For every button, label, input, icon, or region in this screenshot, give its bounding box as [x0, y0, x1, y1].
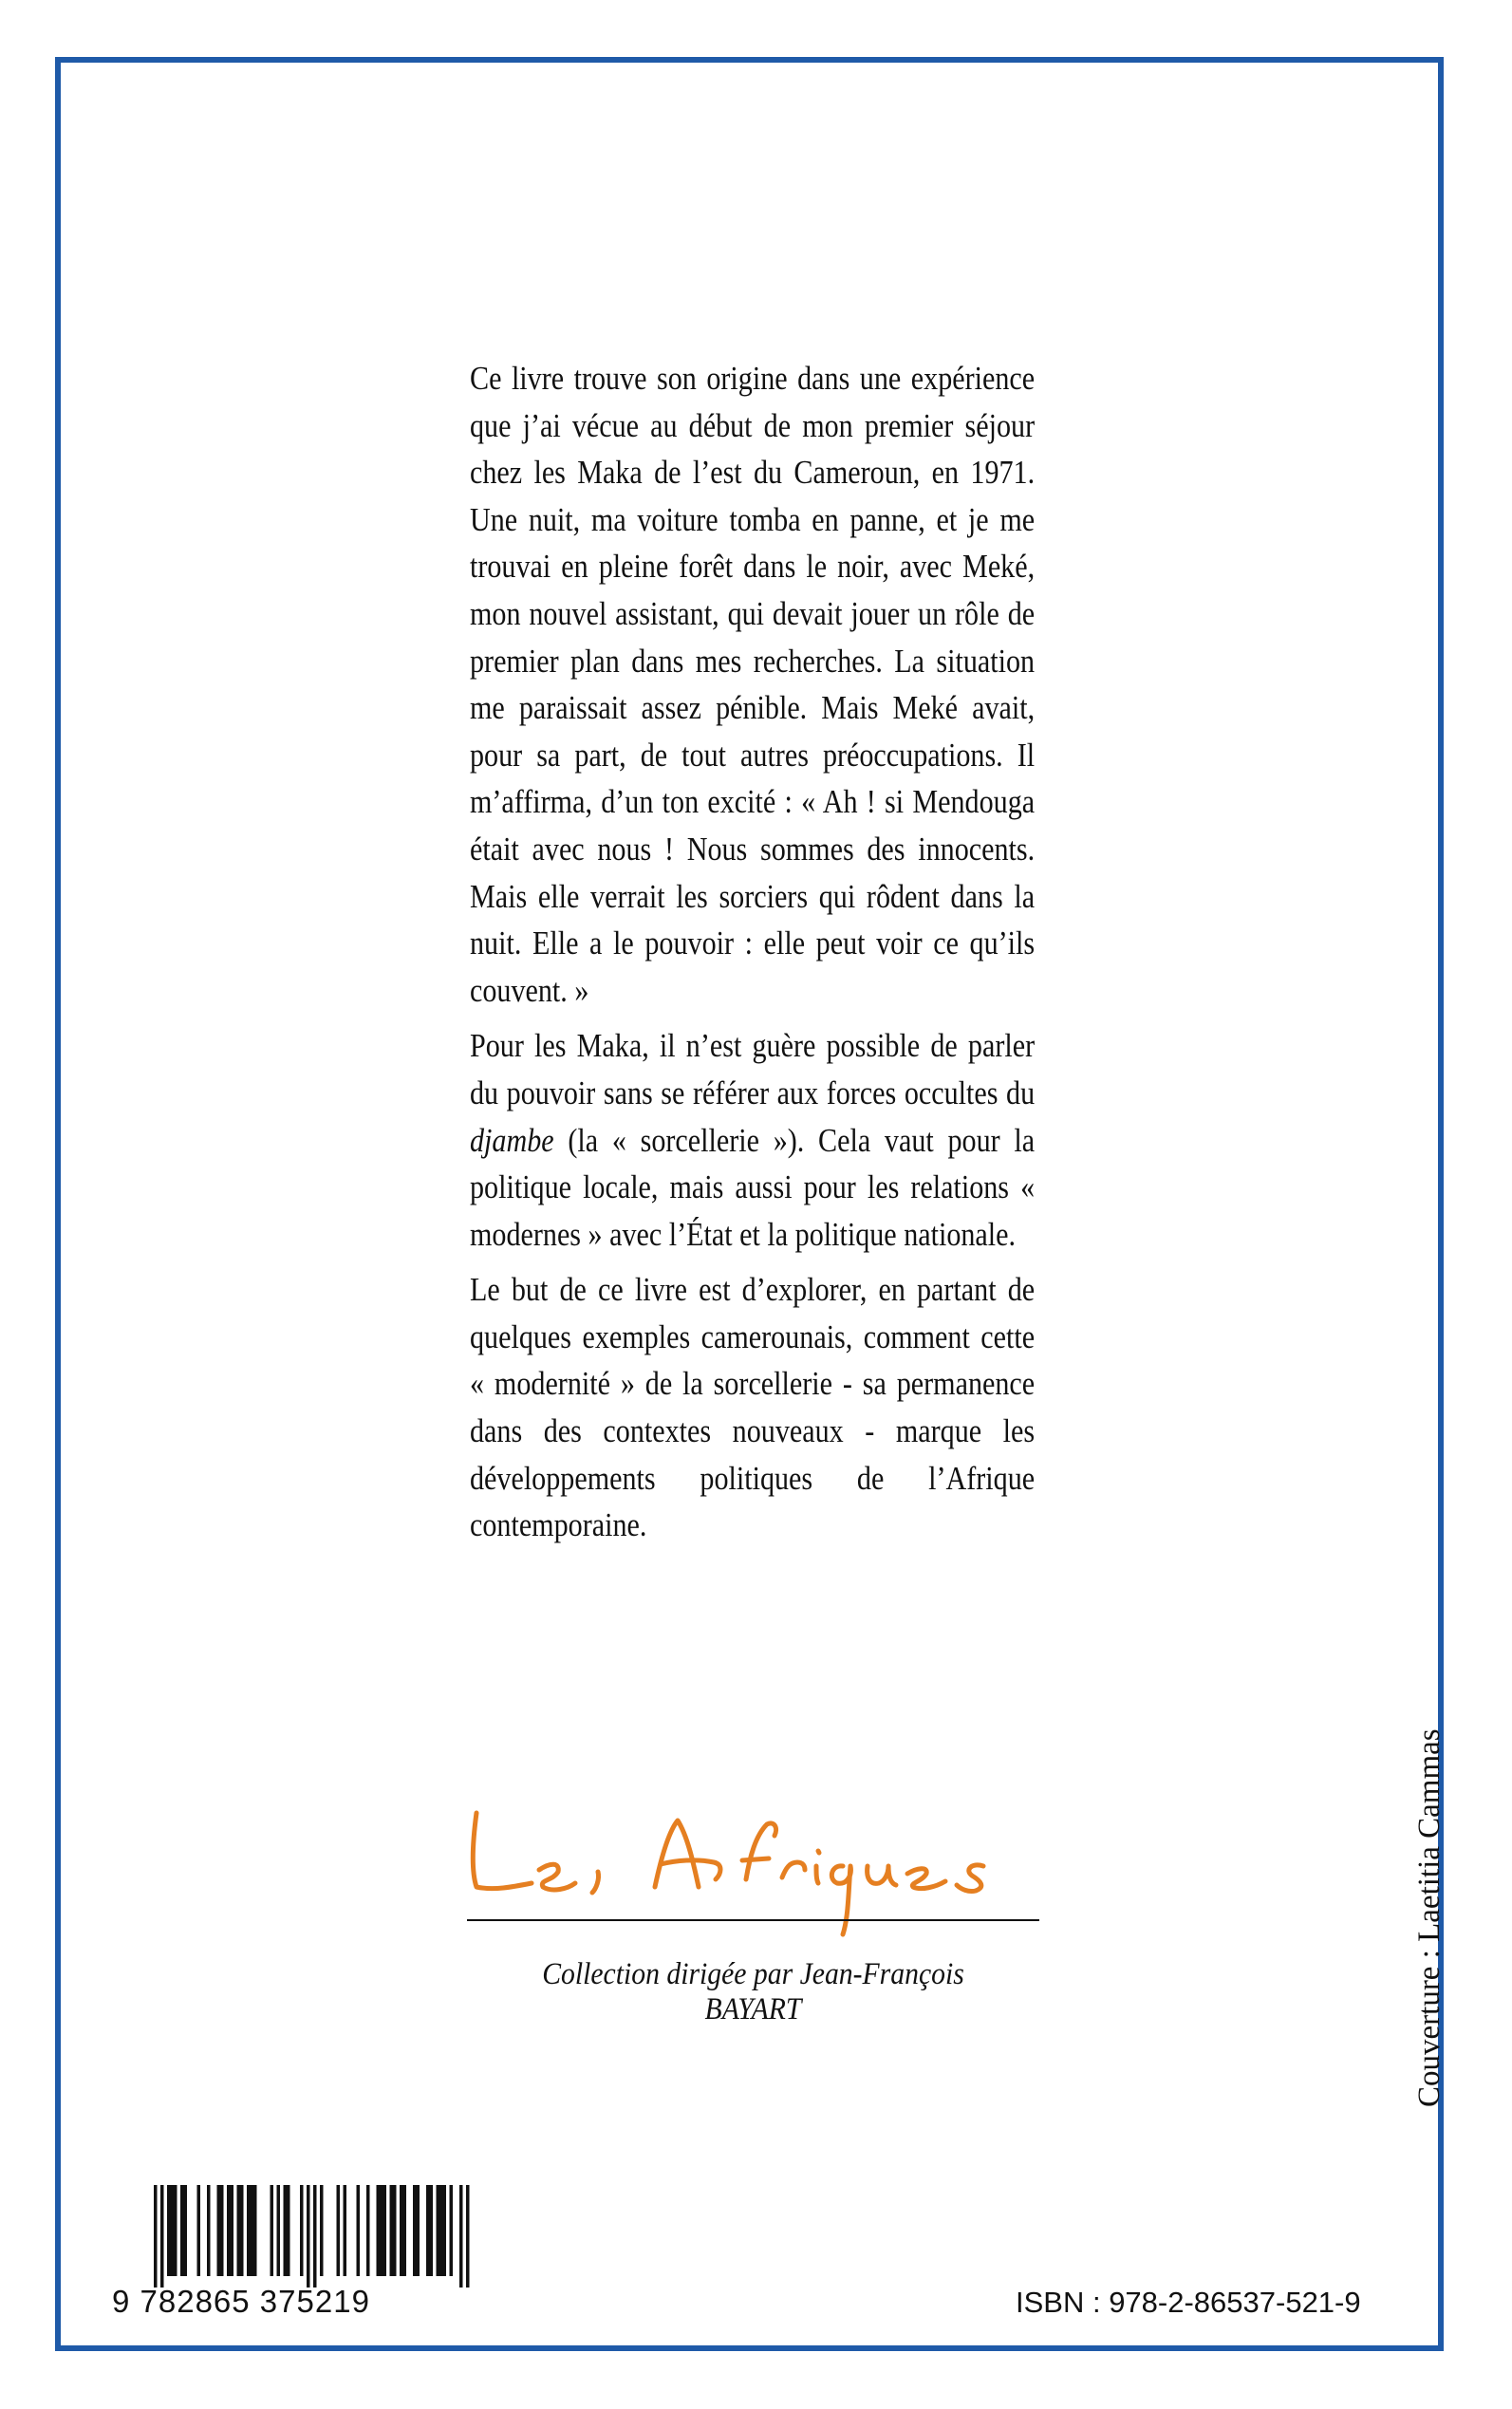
barcode-bar: [450, 2185, 454, 2276]
barcode-bar: [439, 2185, 443, 2276]
barcode-bar: [430, 2185, 434, 2276]
blurb-paragraph-2-end: (la « sorcellerie »). Cela vaut pour la politique locale, mais aussi pour les relations « modernes » avec l’État et la politique nationale.: [470, 1121, 1036, 1253]
blurb-paragraph-1: Ce livre trouve son origine dans une expérience que j’ai vécue au début de mon premier séjour chez les Maka de l’est du Cameroun, en 1971. Une nuit, ma voiture tomba en panne, et je me trouvai en pleine forêt dans le noir, avec Meké, mon nouvel assistant, qui devait jouer un rôle de premier plan dans mes recherches. La situation me paraissait assez pénible. Mais Meké avait, pour sa part, de tout autres préoccupations. Il m’affirma, d’un ton excité : « Ah ! si Mendouga était avec nous ! Nous sommes des innocents. Mais elle verrait les sorciers qui rôdent dans la nuit. Elle a le pouvoir : elle peut voir ce qu’ils couvent. »: [470, 360, 1036, 1009]
barcode-bar: [174, 2185, 177, 2276]
barcode-bar: [380, 2185, 383, 2276]
barcode-bar: [390, 2185, 394, 2276]
blurb-paragraph-3: Le but de ce livre est d’explorer, en partant de quelques exemples camerounais, comment cette « modernité » de la sorcellerie - sa permanence dans des contextes nouveaux - marque les développements politiques de l’Afrique contemporaine.: [470, 1271, 1036, 1544]
barcode-bar: [357, 2185, 361, 2276]
barcode-bar: [320, 2185, 324, 2276]
barcode-bar: [231, 2185, 234, 2276]
barcode-bar: [247, 2185, 251, 2276]
divider-rule: [467, 1919, 1039, 1921]
barcode-bar: [251, 2185, 254, 2276]
barcode-digits: 9 782865 375219: [112, 2284, 370, 2319]
barcode-bar: [207, 2185, 211, 2276]
barcode-bar: [466, 2185, 470, 2288]
barcode-bar: [160, 2185, 164, 2288]
barcode-bar: [443, 2185, 447, 2276]
barcode-bar: [393, 2185, 397, 2276]
cover-credit: Couverture : Laetitia Cammas: [1412, 1728, 1447, 2107]
barcode-bar: [284, 2185, 288, 2276]
barcode-bar: [184, 2185, 188, 2276]
barcode-bar: [366, 2185, 370, 2276]
barcode-bar: [240, 2185, 244, 2276]
barcode-bar: [227, 2185, 231, 2276]
barcode-bar: [171, 2185, 175, 2276]
back-cover-blurb: [470, 355, 1035, 1558]
barcode-bar: [253, 2185, 257, 2276]
barcode-bar: [197, 2185, 201, 2276]
barcode-bar: [307, 2185, 310, 2288]
barcode-bar: [403, 2185, 407, 2276]
barcode-bar: [217, 2185, 221, 2276]
barcode-bar: [154, 2185, 158, 2288]
barcode-bar: [287, 2185, 290, 2276]
barcode-bar: [377, 2185, 381, 2276]
barcode-bar: [337, 2185, 341, 2276]
barcode-bar: [383, 2185, 387, 2276]
barcode-bar: [277, 2185, 281, 2276]
isbn-number: ISBN : 978-2-86537-521-9: [1016, 2286, 1361, 2319]
barcode-bar: [300, 2185, 304, 2276]
barcode-bar: [426, 2185, 430, 2276]
barcode-bar: [400, 2185, 403, 2276]
blurb-paragraph-2: [470, 1022, 1035, 1258]
barcode-bar: [237, 2185, 241, 2276]
barcode-bar: [167, 2185, 171, 2276]
barcode-bar: [180, 2185, 184, 2276]
blurb-italic-term: djambe: [470, 1121, 554, 1159]
barcode-bar: [413, 2185, 417, 2276]
barcode-icon: [110, 2185, 509, 2289]
blurb-paragraph-2-start: Pour les Maka, il n’est guère possible de parler du pouvoir sans se référer aux forces occultes du: [470, 1027, 1036, 1111]
barcode-bar: [417, 2185, 420, 2276]
barcode-bar: [437, 2185, 440, 2276]
barcode-bar: [313, 2185, 317, 2288]
barcode-bar: [220, 2185, 224, 2276]
barcode-bar: [459, 2185, 463, 2288]
barcode-bar: [271, 2185, 274, 2276]
barcode-bar: [344, 2185, 347, 2276]
collection-director: Collection dirigée par Jean-François BAYART: [542, 1957, 964, 2026]
